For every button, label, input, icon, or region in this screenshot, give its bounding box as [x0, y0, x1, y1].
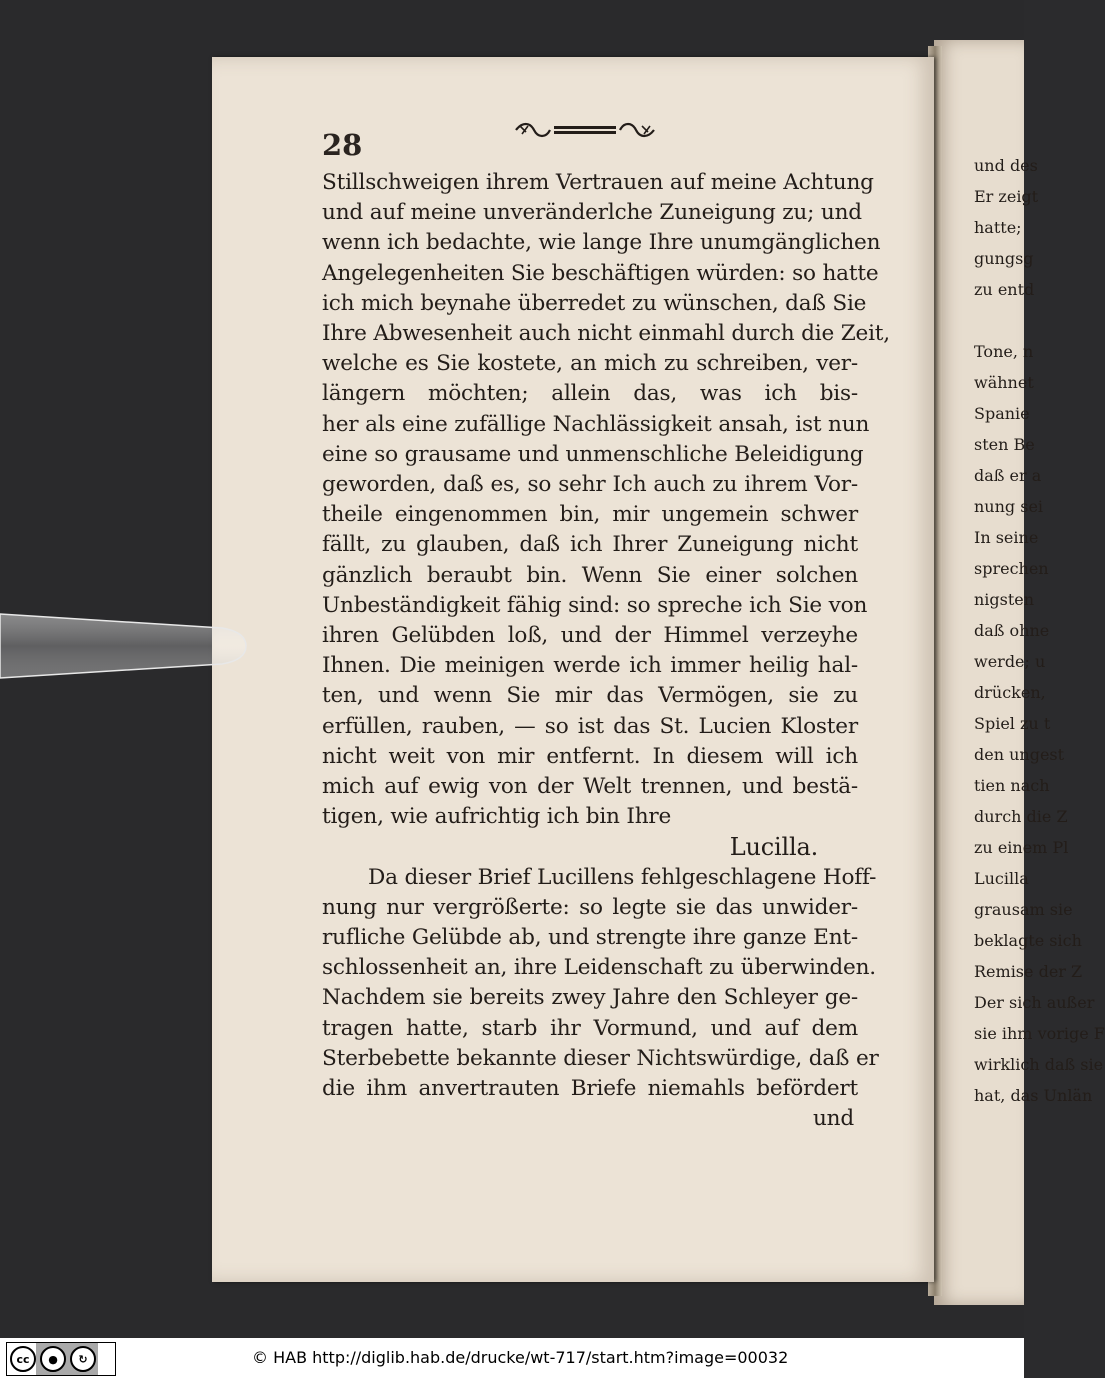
- text-line: nung nur vergrößerte: so legte sie das unwider-: [322, 894, 858, 920]
- text-line: Da dieser Brief Lucillens fehlgeschlagene Hoff-: [368, 864, 877, 890]
- text-line: fällt, zu glauben, daß ich Ihrer Zuneigung nicht: [322, 532, 858, 558]
- text-line: tigen, wie aufrichtig ich bin Ihre: [322, 804, 672, 830]
- page-number: 28: [322, 128, 363, 162]
- facing-text-fragment: werde; u: [974, 652, 1046, 671]
- text-line: her als eine zufällige Nachlässigkeit ansah, ist nun: [322, 411, 870, 437]
- footer-bar: [0, 1338, 1024, 1378]
- facing-text-fragment: daß er a: [974, 466, 1042, 485]
- catchword: und: [812, 1106, 854, 1132]
- text-line: Stillschweigen ihrem Vertrauen auf meine Achtung: [322, 170, 874, 195]
- text-line: Ihre Abwesenheit auch nicht einmahl durch die Zeit,: [322, 321, 890, 347]
- facing-text-fragment: Spiel zu t: [974, 714, 1051, 733]
- facing-text-fragment: Tone, n: [974, 342, 1034, 361]
- text-line: geworden, daß es, so sehr Ich auch zu ihrem Vor-: [322, 472, 858, 498]
- facing-text-fragment: hatte;: [974, 218, 1022, 237]
- cc-license-badge[interactable]: [6, 1342, 116, 1376]
- glass-clip: [0, 610, 250, 682]
- text-line: eine so grausame und unmenschliche Beleidigung: [322, 441, 864, 467]
- facing-text-fragment: durch die Z: [974, 807, 1068, 826]
- text-line: Ihnen. Die meinigen werde ich immer heilig hal-: [322, 653, 858, 679]
- signature: Lucilla.: [729, 833, 818, 862]
- facing-text-fragment: hat, das Unlän: [974, 1086, 1093, 1105]
- text-line: welche es Sie kostete, an mich zu schreiben, ver-: [322, 351, 858, 377]
- facing-text-fragment: [974, 305, 1105, 336]
- text-line: Angelegenheiten Sie beschäftigen würden: so hatte: [322, 260, 879, 286]
- by-icon: ●: [40, 1346, 66, 1372]
- text-line: rufliche Gelübde ab, und strengte ihre ganze Ent-: [322, 925, 858, 951]
- text-line: ihren Gelübden loß, und der Himmel verzeyhe: [322, 623, 858, 649]
- facing-text-fragment: Remise der Z: [974, 962, 1083, 981]
- credit-text[interactable]: © HAB http://diglib.hab.de/drucke/wt-717/start.htm?image=00032: [252, 1348, 789, 1367]
- facing-text-fragment: den ungest: [974, 745, 1065, 764]
- text-line: ich mich beynahe überredet zu wünschen, daß Sie: [322, 290, 867, 316]
- facing-text-fragment: grausam sie: [974, 900, 1073, 919]
- text-line: die ihm anvertrauten Briefe niemahls befördert: [322, 1076, 858, 1102]
- facing-text-fragment: drücken,: [974, 683, 1046, 702]
- facing-text-fragment: gungsg: [974, 249, 1034, 268]
- facing-text-fragment: wirklich daß sie: [974, 1055, 1104, 1074]
- facing-text-fragment: Er zeigt: [974, 187, 1039, 206]
- text-line: tragen hatte, starb ihr Vormund, und auf dem: [322, 1015, 858, 1041]
- facing-text-fragment: sten Be: [974, 435, 1035, 454]
- facing-text-fragment: zu entd: [974, 280, 1035, 299]
- facing-text-fragment: wähnet: [974, 373, 1034, 392]
- facing-text-fragment: tien nach: [974, 776, 1050, 795]
- facing-text-fragment: sprechen: [974, 559, 1049, 578]
- text-line: längern möchten; allein das, was ich bis-: [322, 381, 858, 407]
- text-line: wenn ich bedachte, wie lange Ihre unumgänglichen: [322, 230, 881, 256]
- facing-text-fragment: Spanie: [974, 404, 1030, 423]
- text-line: Nachdem sie bereits zwey Jahre den Schleyer ge-: [322, 985, 858, 1011]
- text-line: ten, und wenn Sie mir das Vermögen, sie zu: [322, 683, 858, 709]
- facing-text-fragment: sie ihm vorige F: [974, 1024, 1105, 1043]
- text-line: schlossenheit an, ihre Leidenschaft zu überwinden.: [322, 955, 876, 981]
- text-line: theile eingenommen bin, mir ungemein schwer: [322, 502, 858, 528]
- sa-icon: ↻: [70, 1346, 96, 1372]
- facing-text-fragment: daß ohne: [974, 621, 1050, 640]
- text-line: Unbeständigkeit fähig sind: so spreche ich Sie von: [322, 592, 868, 618]
- facing-text-fragment: und des: [974, 156, 1038, 175]
- text-line: nicht weit von mir entfernt. In diesem will ich: [322, 743, 858, 769]
- facing-page: [934, 40, 1105, 1305]
- facing-text-fragment: Der sich außer: [974, 993, 1095, 1012]
- license-gray: [36, 1343, 98, 1375]
- text-line: Sterbebette bekannte dieser Nichtswürdige, daß er: [322, 1045, 879, 1071]
- facing-text-fragment: nung sei: [974, 497, 1044, 516]
- facing-text-fragment: Lucilla: [974, 869, 1029, 888]
- text-line: und auf meine unveränderlche Zuneigung zu; und: [322, 200, 862, 226]
- facing-text-fragment: beklagte sich: [974, 931, 1082, 950]
- text-line: mich auf ewig von der Welt trennen, und bestä-: [322, 774, 858, 800]
- page-text: [322, 168, 890, 1135]
- facing-text-fragment: In seine: [974, 528, 1039, 547]
- text-line: gänzlich beraubt bin. Wenn Sie einer solchen: [322, 562, 858, 588]
- cc-icon: cc: [10, 1346, 36, 1372]
- ornament-header-icon: [512, 118, 658, 142]
- text-line: erfüllen, rauben, — so ist das St. Lucien Kloster: [322, 713, 858, 739]
- facing-text-fragment: nigsten: [974, 590, 1035, 609]
- facing-text-fragment: zu einem Pl: [974, 838, 1069, 857]
